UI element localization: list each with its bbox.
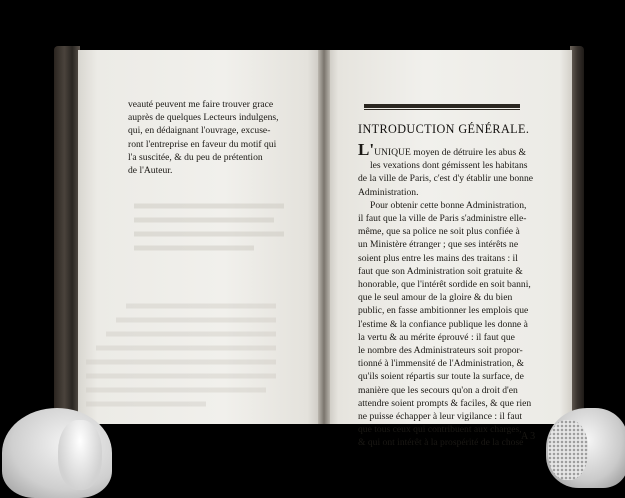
paragraph-line: soient plus entre les mains des traitans : il bbox=[358, 252, 518, 264]
paragraph-line: & qui ont intérêt à la prospérité de la chose bbox=[358, 437, 524, 449]
header-rule bbox=[364, 109, 520, 110]
paragraph-line: manière que les secours qu'on a droit d'en bbox=[358, 384, 518, 396]
paragraph-line: ne puisse échapper à leur vigilance : il faut bbox=[358, 411, 523, 423]
left-line: de l'Auteur. bbox=[128, 165, 173, 177]
paragraph-line-text: UNIQUE moyen de détruire les abus & bbox=[374, 147, 526, 158]
book-edge-left bbox=[54, 46, 80, 430]
header-rule bbox=[364, 104, 520, 108]
bleed-through-lines-icon bbox=[134, 200, 284, 260]
chapter-title: INTRODUCTION GÉNÉRALE. bbox=[358, 122, 530, 136]
paragraph-line: même, que sa police ne soit plus confiée à bbox=[358, 226, 520, 238]
paragraph-line: les vexations dont gémissent les habitans bbox=[370, 160, 528, 172]
paragraph-line bbox=[358, 140, 528, 159]
paragraph-line: faut que son Administration soit gratuite & bbox=[358, 265, 523, 277]
paragraph-line: de la ville de Paris, c'est d'y établir une bonne bbox=[358, 173, 534, 185]
left-line: l'a suscitée, & du peu de prétention bbox=[128, 151, 263, 163]
paragraph-line: Administration. bbox=[358, 186, 419, 198]
left-line: auprès de quelques Lecteurs indulgens, bbox=[128, 112, 279, 124]
page-number: A 3 bbox=[521, 431, 536, 442]
paragraph-line: attendre soient prompts & faciles, & que rien bbox=[358, 397, 532, 409]
bleed-through-texture bbox=[86, 300, 276, 415]
paragraph-line: public, en fasse ambitionner les emplois que bbox=[358, 305, 529, 317]
paragraph-line: qu'ils soient répartis sur toute la surface, de bbox=[358, 371, 524, 383]
left-line: veauté peuvent me faire trouver grace bbox=[128, 99, 274, 110]
paragraph-line: un Ministère étranger ; que ses intérêts ne bbox=[358, 239, 519, 251]
left-page-text bbox=[128, 98, 318, 177]
paragraph-line: Pour obtenir cette bonne Administration, bbox=[370, 199, 527, 211]
paragraph-line: que le seul amour de la gloire & du bien bbox=[358, 292, 513, 304]
right-glove-texture-icon bbox=[548, 420, 588, 480]
paragraph-line: honorable, que l'intérêt sordide en soit banni, bbox=[358, 279, 531, 291]
paragraph-line: que tous ceux qui contribuent aux charges, bbox=[358, 424, 522, 436]
paragraph-line: tionné à l'immensité de l'Administration, & bbox=[358, 358, 524, 370]
left-line: ront l'entreprise en faveur du motif qui bbox=[128, 138, 277, 150]
book-edge-right bbox=[570, 46, 584, 430]
book-gutter bbox=[318, 50, 330, 424]
left-line: qui, en dédaignant l'ouvrage, excuse- bbox=[128, 125, 271, 137]
drop-cap: L' bbox=[358, 140, 375, 159]
paragraph-line: l'estime & la confiance publique les donne à bbox=[358, 318, 528, 330]
paragraph-line: il faut que la ville de Paris s'administre elle- bbox=[358, 213, 527, 225]
bleed-through-lines-icon bbox=[86, 300, 276, 410]
bleed-through-texture bbox=[134, 200, 284, 265]
paragraph-line: le nombre des Administrateurs soit propor- bbox=[358, 345, 523, 357]
paragraph-line: la vertu & au mérite éprouvé : il faut que bbox=[358, 331, 515, 343]
